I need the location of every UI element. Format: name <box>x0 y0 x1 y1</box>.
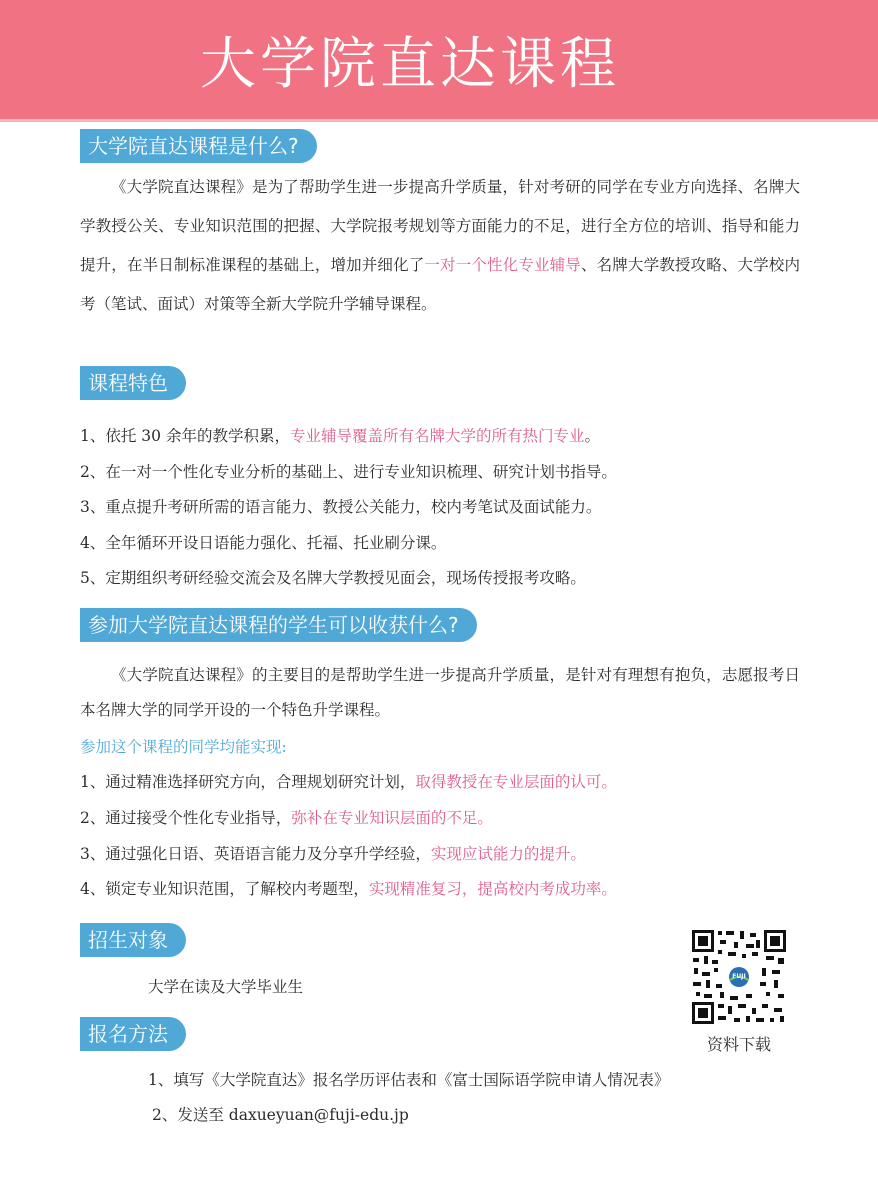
section-heading-benefits: 参加大学院直达课程的学生可以收获什么? <box>80 608 477 642</box>
audience-text: 大学在读及大学毕业生 <box>148 978 304 996</box>
feature-text: 1、依托 30 余年的教学积累， <box>80 427 290 445</box>
benefit-text: 3、通过强化日语、英语语言能力及分享升学经验， <box>80 845 431 863</box>
benefit-item <box>80 770 617 794</box>
page-title: 大学院直达课程 <box>200 32 620 97</box>
feature-item: 5、定期组织考研经验交流会及名牌大学教授见面会，现场传授报考攻略。 <box>80 569 586 587</box>
feature-end: 。 <box>584 427 600 445</box>
benefit-item <box>80 842 586 866</box>
benefit-text: 4、锁定专业知识范围，了解校内考题型， <box>80 880 369 898</box>
section-heading-what: 大学院直达课程是什么? <box>80 129 317 163</box>
apply-step-1: 1、填写《大学院直达》报名学历评估表和《富士国际语学院申请人情况表》 <box>148 1071 670 1089</box>
benefit-item <box>80 806 493 830</box>
benefit-highlight: 实现精准复习，提高校内考成功率。 <box>368 880 617 898</box>
benefit-text: 2、通过接受个性化专业指导， <box>80 809 292 827</box>
section-heading-apply: 报名方法 <box>80 1017 186 1051</box>
intro-text-end: 、名牌大学教授攻略、大学校内考（笔试、面试）对策等全新大学院升学辅导课程。 <box>80 256 800 313</box>
intro-paragraph <box>80 168 800 324</box>
benefits-paragraph: 《大学院直达课程》的主要目的是帮助学生进一步提高升学质量，是针对有理想有抱负，志愿报考日本名牌大学的同学开设的一个特色升学课程。 <box>80 666 800 719</box>
intro-text: 《大学院直达课程》是为了帮助学生进一步提高升学质量，针对考研的同学在专业方向选择、名牌大学教授公关、专业知识范围的把握、大学院报考规划等方面能力的不足，进行全方位的培训、指导和能力提升，在半日制标准课程的基础上，增加并细化了 <box>80 178 800 274</box>
feature-item: 2、在一对一个性化专业分析的基础上、进行专业知识梳理、研究计划书指导。 <box>80 463 617 481</box>
logo-text: FUJI <box>732 973 746 980</box>
header-banner <box>0 0 878 122</box>
intro-highlight: 一对一个性化专业辅导 <box>424 256 581 274</box>
feature-highlight: 专业辅导覆盖所有名牌大学的所有热门专业 <box>289 427 585 445</box>
benefit-item <box>80 877 617 901</box>
benefits-subhead: 参加这个课程的同学均能实现: <box>80 738 287 756</box>
benefit-text: 1、通过精准选择研究方向，合理规划研究计划， <box>80 773 416 791</box>
section-heading-features: 课程特色 <box>80 366 186 400</box>
qr-caption: 资料下载 <box>706 1035 771 1054</box>
section-heading-audience: 招生对象 <box>80 923 186 957</box>
feature-item: 3、重点提升考研所需的语言能力、教授公关能力，校内考笔试及面试能力。 <box>80 498 602 516</box>
benefit-highlight: 弥补在专业知识层面的不足。 <box>291 809 493 827</box>
qr-code[interactable] <box>690 928 788 1026</box>
benefit-highlight: 实现应试能力的提升。 <box>430 845 586 863</box>
apply-step-2: 2、发送至 daxueyuan@fuji-edu.jp <box>152 1106 409 1124</box>
feature-item: 4、全年循环开设日语能力强化、托福、托业刷分课。 <box>80 534 447 552</box>
benefit-highlight: 取得教授在专业层面的认可。 <box>415 773 617 791</box>
feature-item <box>80 424 600 448</box>
